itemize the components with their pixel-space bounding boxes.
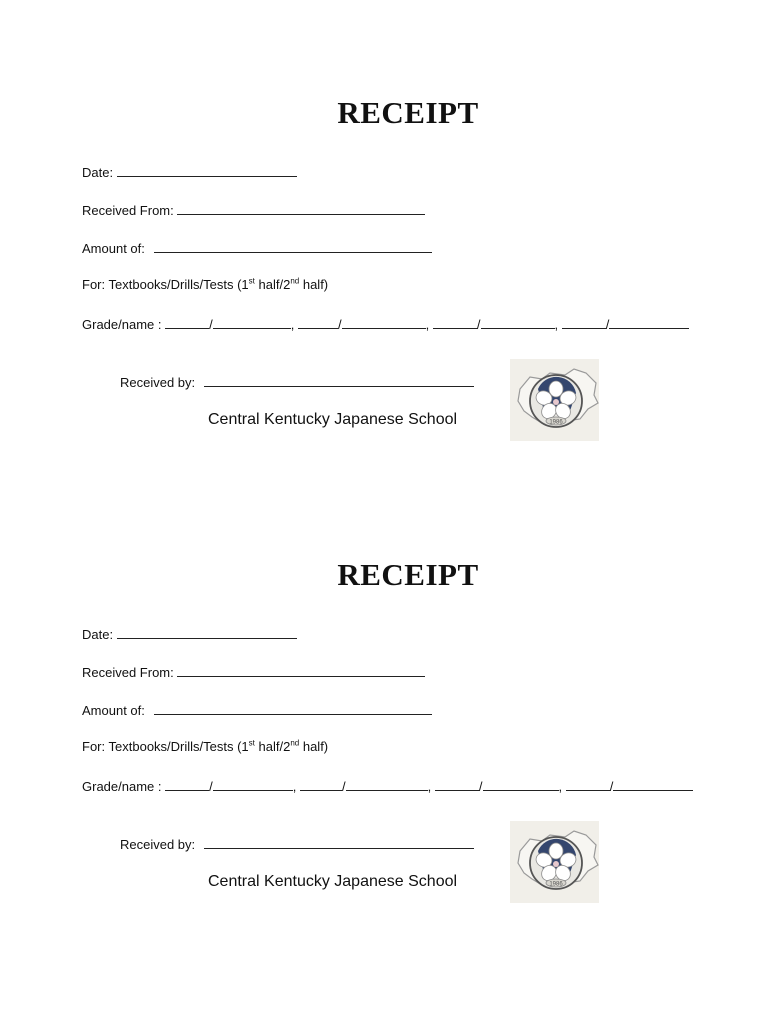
for-value: Textbooks/Drills/Tests (1st half/2nd half) [108, 276, 329, 292]
for-row [82, 739, 328, 754]
name-field-1[interactable] [213, 777, 293, 791]
date-row [82, 163, 297, 180]
name-field-4[interactable] [613, 777, 693, 791]
received-from-label: Received From: [82, 203, 174, 218]
grade-field-1[interactable] [165, 315, 209, 329]
date-field[interactable] [117, 163, 297, 177]
receipt-title: RECEIPT [337, 557, 479, 592]
received-by-field[interactable] [204, 373, 474, 387]
grade-field-3[interactable] [435, 777, 479, 791]
name-field-4[interactable] [609, 315, 689, 329]
name-field-1[interactable] [213, 315, 291, 329]
grade-name-label: Grade/name : [82, 779, 162, 794]
svg-text:1986: 1986 [549, 881, 563, 888]
name-field-2[interactable] [342, 315, 426, 329]
received-from-row [82, 663, 425, 680]
grade-field-2[interactable] [298, 315, 338, 329]
name-field-2[interactable] [346, 777, 428, 791]
amount-field[interactable] [154, 239, 432, 253]
grade-field-2[interactable] [300, 777, 342, 791]
received-from-field[interactable] [177, 663, 425, 677]
name-field-3[interactable] [481, 315, 555, 329]
school-name: Central Kentucky Japanese School [208, 411, 458, 428]
grade-field-3[interactable] [433, 315, 477, 329]
receipt-form-1 [0, 95, 770, 495]
for-value: Textbooks/Drills/Tests (1st half/2nd half) [108, 738, 329, 754]
amount-row [82, 701, 432, 718]
school-logo [510, 359, 599, 441]
amount-label: Amount of: [82, 703, 145, 718]
received-by-field[interactable] [204, 835, 474, 849]
svg-text:1986: 1986 [549, 419, 563, 426]
for-label: For: [82, 739, 106, 754]
receipt-title: RECEIPT [337, 95, 479, 130]
school-name: Central Kentucky Japanese School [208, 873, 458, 890]
grade-field-4[interactable] [566, 777, 610, 791]
cherry-blossom-kentucky-icon [510, 359, 599, 441]
for-label: For: [82, 277, 106, 292]
cherry-blossom-kentucky-icon [510, 821, 599, 903]
received-by-label: Received by: [120, 837, 196, 852]
amount-label: Amount of: [82, 241, 145, 256]
received-by-row [120, 373, 474, 390]
grade-field-1[interactable] [165, 777, 209, 791]
name-field-3[interactable] [483, 777, 559, 791]
received-from-field[interactable] [177, 201, 425, 215]
receipt-form-2 [0, 557, 770, 957]
date-field[interactable] [117, 625, 297, 639]
received-from-label: Received From: [82, 665, 174, 680]
received-by-label: Received by: [120, 375, 196, 390]
received-from-row [82, 201, 425, 218]
date-row [82, 625, 297, 642]
received-by-row [120, 835, 474, 852]
school-logo [510, 821, 599, 903]
grade-name-row: Grade/name : / , / , / , / [82, 777, 693, 794]
grade-name-label: Grade/name : [82, 317, 162, 332]
date-label: Date: [82, 627, 114, 642]
for-row [82, 277, 328, 292]
grade-name-row: Grade/name : / , / , / , / [82, 315, 689, 332]
grade-field-4[interactable] [562, 315, 606, 329]
date-label: Date: [82, 165, 114, 180]
amount-row [82, 239, 432, 256]
amount-field[interactable] [154, 701, 432, 715]
